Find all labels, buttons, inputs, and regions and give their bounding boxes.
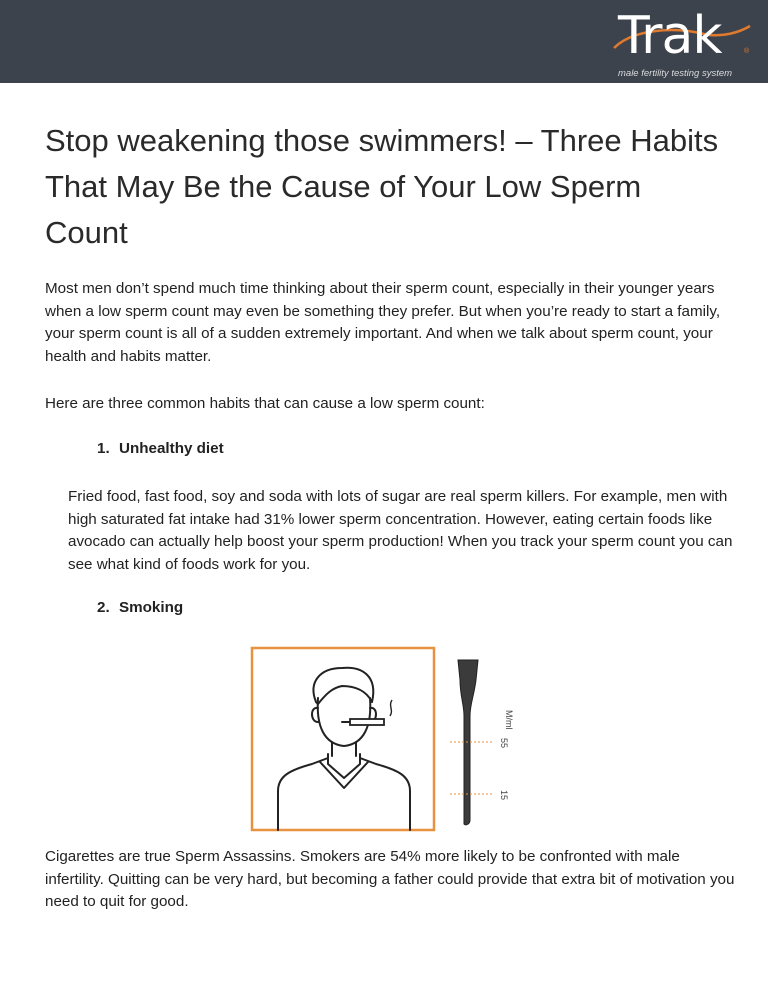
trak-logo xyxy=(612,6,760,82)
list-heading: Smoking xyxy=(119,599,184,616)
list-number: 2. xyxy=(97,599,110,616)
list-item-smoking xyxy=(97,597,183,619)
gauge-mark-15: 15 xyxy=(499,790,509,801)
smoking-paragraph: Cigarettes are true Sperm Assassins. Smokers are 54% more likely to be confronted with male infertility. Quitting can be very hard, but becoming a father could provide that extra bit of motivation you need to quit for good. xyxy=(45,848,735,910)
gauge-mark-55: 55 xyxy=(499,738,509,749)
intro-paragraph: Most men don’t spend much time thinking about their sperm count, especially in their younger years when a low sperm count may even be something they prefer. But when you’re ready to start a family, your sperm count is all of a sudden extremely important. And when we talk about sperm count, your health and habits matter. xyxy=(45,280,721,365)
logo-registered-mark: ® xyxy=(744,48,750,55)
logo-wordmark: Trak xyxy=(618,6,722,66)
page-header xyxy=(0,0,768,83)
article-title: Stop weakening those swimmers! – Three Habits That May Be the Cause of Your Low Sperm Count xyxy=(45,123,719,250)
logo-tagline: male fertility testing system xyxy=(618,68,733,79)
smoking-man-icon xyxy=(252,648,434,830)
sperm-count-gauge-icon xyxy=(450,660,514,825)
gauge-unit-label: M/ml xyxy=(504,710,514,730)
lead-in-paragraph: Here are three common habits that can cause a low sperm count: xyxy=(45,395,485,412)
diet-paragraph: Fried food, fast food, soy and soda with lots of sugar are real sperm killers. For example, men with high saturated fat intake had 31% lower sperm concentration. However, eating certain foods like avocado can actually help boost your sperm production! When you track your sperm count you can see what kind of foods work for you. xyxy=(68,488,733,573)
smoking-illustration xyxy=(250,646,520,834)
list-heading: Unhealthy diet xyxy=(119,440,224,457)
list-number: 1. xyxy=(97,440,110,457)
list-item-unhealthy-diet xyxy=(97,438,224,460)
